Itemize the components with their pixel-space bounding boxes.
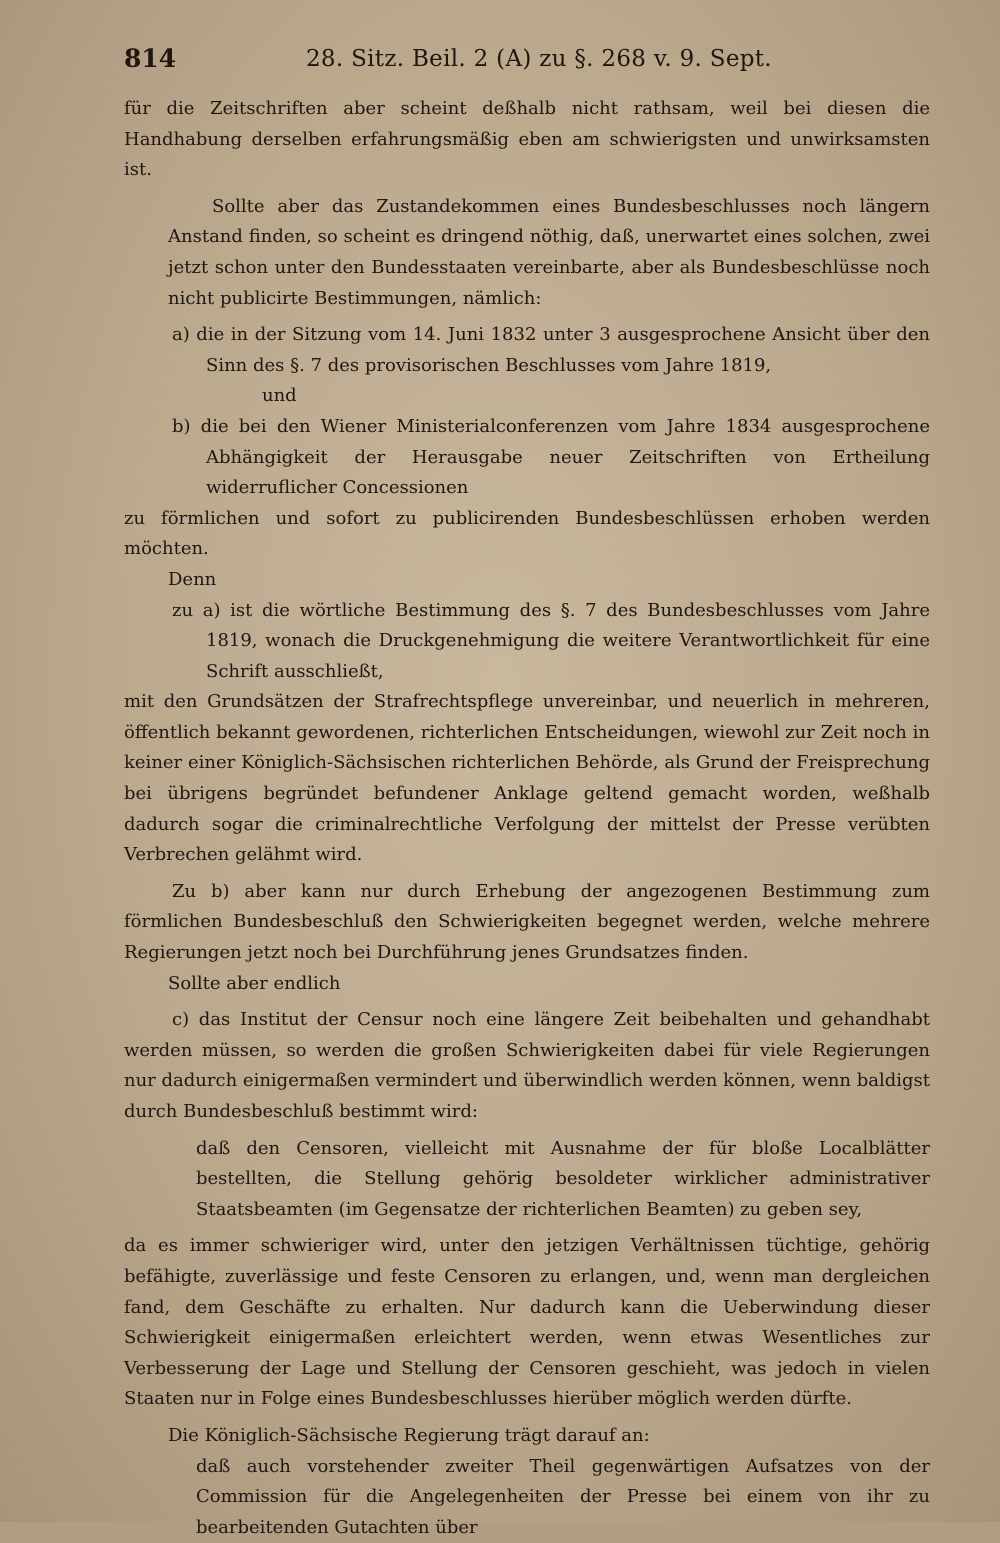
paragraph-1: für die Zeitschriften aber scheint deßhalb nicht rathsam, weil bei diesen die Handhabung derselben erfahrungsmäßig eben am schwierigsten und unwirksamsten ist. xyxy=(124,98,930,181)
body-text xyxy=(124,94,930,1543)
paragraph-3: zu förmlichen und sofort zu publicirenden Bundesbeschlüssen erhoben werden möchten. xyxy=(124,507,930,560)
censoren-clause: daß den Censoren, vielleicht mit Ausnahme der für bloße Localblätter bestellten, die Stellung gehörig besoldeter wirklicher administrativer Staatsbeamten (im Gegensatze der richterlichen Beamten) zu geben sey, xyxy=(196,1137,930,1220)
paragraph-5: da es immer schwieriger wird, unter den jetzigen Verhältnissen tüchtige, gehörig befähigte, zuverlässige und feste Censoren zu erlangen, und, wenn man dergleichen fand, dem Geschäfte zu erhalten. Nur dadurch kann die Ueberwindung dieser Schwierigkeit einigermaßen erleichtert werden, wenn etwas Wesentliches zur Verbesserung der Lage und Stellung der Censoren geschieht, was jedoch in vielen Staaten nur in Folge eines Bundesbeschlusses hierüber möglich werden dürfte. xyxy=(124,1235,930,1410)
page-header xyxy=(124,44,884,84)
zu-a-item: zu a) ist die wörtliche Bestimmung des §. 7 des Bundesbeschlusses vom Jahre 1819, wonach die Druckgenehmigung die weitere Verantwortlichkeit für eine Schrift ausschließt, xyxy=(172,599,930,682)
sollte-line: Sollte aber endlich xyxy=(168,972,341,994)
conjunction-und: und xyxy=(262,385,297,407)
antrag-line: Die Königlich-Sächsische Regierung trägt darauf an: xyxy=(168,1424,650,1446)
running-title: 28. Sitz. Beil. 2 (A) zu §. 268 v. 9. Sept. xyxy=(306,46,772,72)
page-number: 814 xyxy=(124,44,177,73)
paragraph-4: mit den Grundsätzen der Strafrechtspflege unvereinbar, und neuerlich in mehreren, öffentlich bekannt gewordenen, richterlichen Entscheidungen, wiewohl zur Zeit noch in keiner einer Königlich-Sächsischen richterlichen Behörde, als Grund der Freisprechung bei übrigens begründet befundener Anklage geltend gemacht worden, weßhalb dadurch sogar die criminalrechtliche Verfolgung der mittelst der Presse verübten Verbrechen gelähmt wird. xyxy=(124,691,930,866)
denn-line: Denn xyxy=(168,568,217,590)
list-item-c: c) das Institut der Censur noch eine längere Zeit beibehalten und gehandhabt werden müssen, so werden die großen Schwierigkeiten dabei für viele Regierungen nur dadurch einigermaßen vermindert und überwindlich werden können, wenn baldigst durch Bundesbeschluß bestimmt wird: xyxy=(124,1009,930,1122)
zu-b-paragraph: Zu b) aber kann nur durch Erhebung der angezogenen Bestimmung zum förmlichen Bundesbeschluß den Schwierigkeiten begegnet werden, welche mehrere Regierungen jetzt noch bei Durchführung jenes Grundsatzes finden. xyxy=(124,880,930,964)
paragraph-2: Sollte aber das Zustandekommen eines Bundesbeschlusses noch längern Anstand finden, so scheint es dringend nöthig, daß, unerwartet eines solchen, zwei jetzt schon unter den Bundesstaaten vereinbarte, aber als Bundesbeschlüsse noch nicht publicirte Bestimmungen, nämlich: xyxy=(168,195,930,309)
list-item-a: a) die in der Sitzung vom 14. Juni 1832 unter 3 ausgesprochene Ansicht über den Sinn des §. 7 des provisorischen Beschlusses vom Jahre 1819, xyxy=(172,324,930,376)
list-item-b: b) die bei den Wiener Ministerialconferenzen vom Jahre 1834 ausgesprochene Abhängigkeit der Herausgabe neuer Zeitschriften von Ertheilung widerruflicher Concessionen xyxy=(172,415,930,499)
final-clause: daß auch vorstehender zweiter Theil gegenwärtigen Aufsatzes von der Commission für die Angelegenheiten der Presse bei einem von ihr zu bearbeitenden Gutachten über xyxy=(196,1455,930,1538)
